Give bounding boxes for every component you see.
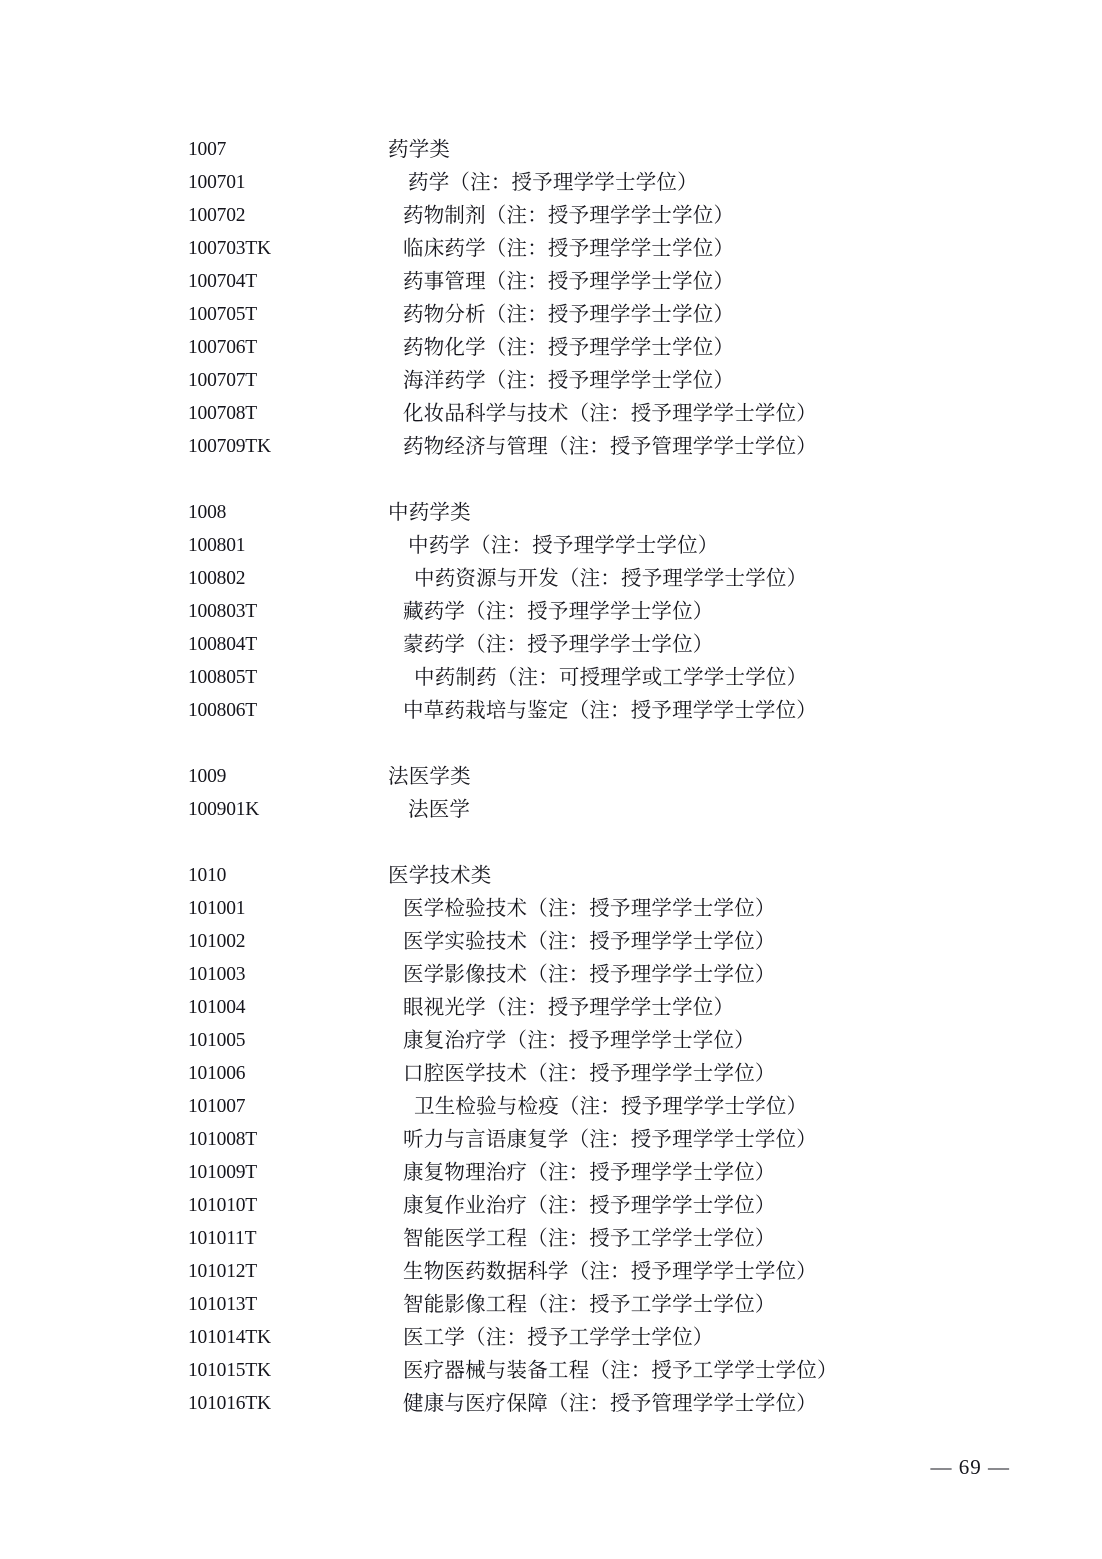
major-entry-row [188,694,988,727]
major-name: 中草药栽培与鉴定（注：授予理学学士学位） [403,699,817,722]
major-entry-row [188,1156,988,1189]
major-code: 100901K [188,799,260,820]
major-entry-row [188,1189,988,1222]
major-code: 100701 [188,172,246,193]
major-entry-row [188,1057,988,1090]
category-code: 1008 [188,502,227,523]
major-catalog-list [188,133,988,1420]
category-code: 1010 [188,865,227,886]
major-entry-row [188,199,988,232]
major-code: 100704T [188,271,258,292]
major-name: 医工学（注：授予工学学士学位） [403,1326,714,1349]
category-header-row [188,859,988,892]
major-name: 临床药学（注：授予理学学士学位） [403,237,735,260]
category-code: 1007 [188,139,227,160]
major-name: 生物医药数据科学（注：授予理学学士学位） [403,1260,817,1283]
major-code: 100805T [188,667,258,688]
major-name: 智能医学工程（注：授予工学学士学位） [403,1227,776,1250]
major-name: 藏药学（注：授予理学学士学位） [403,600,714,623]
major-entry-row [188,892,988,925]
major-entry-row [188,529,988,562]
category-name: 中药学类 [388,501,471,524]
major-entry-row [188,1354,988,1387]
major-entry-row [188,661,988,694]
major-code: 100705T [188,304,258,325]
major-code: 101015TK [188,1360,271,1381]
major-entry-row [188,991,988,1024]
major-code: 101001 [188,898,246,919]
major-code: 100703TK [188,238,271,259]
major-name: 康复物理治疗（注：授予理学学士学位） [403,1161,776,1184]
page-number: — 69 — [930,1455,1010,1479]
major-category-section [188,859,988,1420]
major-code: 101004 [188,997,246,1018]
major-name: 医疗器械与装备工程（注：授予工学学士学位） [403,1359,838,1382]
category-code: 1009 [188,766,227,787]
category-name: 药学类 [388,138,451,161]
category-header-row [188,496,988,529]
major-code: 100802 [188,568,246,589]
major-code: 100708T [188,403,258,424]
major-code: 101016TK [188,1393,271,1414]
major-name: 医学检验技术（注：授予理学学士学位） [403,897,776,920]
major-category-section [188,760,988,826]
major-name: 药物化学（注：授予理学学士学位） [403,336,735,359]
category-header-row [188,760,988,793]
major-name: 蒙药学（注：授予理学学士学位） [403,633,714,656]
major-name: 药物分析（注：授予理学学士学位） [403,303,735,326]
major-entry-row [188,364,988,397]
major-name: 医学实验技术（注：授予理学学士学位） [403,930,776,953]
major-entry-row [188,793,988,826]
major-entry-row [188,166,988,199]
major-name: 智能影像工程（注：授予工学学士学位） [403,1293,776,1316]
major-code: 101013T [188,1294,258,1315]
major-entry-row [188,925,988,958]
major-code: 100707T [188,370,258,391]
major-code: 101006 [188,1063,246,1084]
major-entry-row [188,331,988,364]
major-code: 101010T [188,1195,258,1216]
major-name: 医学影像技术（注：授予理学学士学位） [403,963,776,986]
major-name: 健康与医疗保障（注：授予管理学学士学位） [403,1392,817,1415]
major-code: 101003 [188,964,246,985]
major-entry-row [188,958,988,991]
major-entry-row [188,1090,988,1123]
major-code: 101014TK [188,1327,271,1348]
major-name: 药学（注：授予理学学士学位） [408,171,698,194]
major-name: 康复治疗学（注：授予理学学士学位） [403,1029,755,1052]
major-code: 100709TK [188,436,271,457]
major-entry-row [188,397,988,430]
major-entry-row [188,1288,988,1321]
major-name: 法医学 [408,798,471,821]
major-entry-row [188,265,988,298]
major-category-section [188,133,988,463]
major-name: 中药学（注：授予理学学士学位） [408,534,719,557]
major-code: 100801 [188,535,246,556]
major-entry-row [188,298,988,331]
major-code: 101011T [188,1228,257,1249]
major-name: 康复作业治疗（注：授予理学学士学位） [403,1194,776,1217]
major-code: 101012T [188,1261,258,1282]
major-entry-row [188,1123,988,1156]
major-code: 101007 [188,1096,246,1117]
major-name: 中药制药（注：可授理学或工学学士学位） [414,666,808,689]
major-name: 药物经济与管理（注：授予管理学学士学位） [403,435,817,458]
major-code: 100804T [188,634,258,655]
major-entry-row [188,1222,988,1255]
major-name: 化妆品科学与技术（注：授予理学学士学位） [403,402,817,425]
major-code: 101008T [188,1129,258,1150]
major-name: 中药资源与开发（注：授予理学学士学位） [414,567,808,590]
major-name: 药事管理（注：授予理学学士学位） [403,270,735,293]
major-name: 眼视光学（注：授予理学学士学位） [403,996,735,1019]
major-entry-row [188,430,988,463]
major-name: 药物制剂（注：授予理学学士学位） [403,204,735,227]
major-entry-row [188,1321,988,1354]
major-entry-row [188,1024,988,1057]
major-code: 101009T [188,1162,258,1183]
major-name: 口腔医学技术（注：授予理学学士学位） [403,1062,776,1085]
major-entry-row [188,232,988,265]
category-name: 医学技术类 [388,864,492,887]
major-code: 100803T [188,601,258,622]
major-entry-row [188,628,988,661]
category-name: 法医学类 [388,765,471,788]
major-name: 海洋药学（注：授予理学学士学位） [403,369,735,392]
major-entry-row [188,595,988,628]
major-entry-row [188,1387,988,1420]
major-code: 100806T [188,700,258,721]
major-category-section [188,496,988,727]
major-code: 101005 [188,1030,246,1051]
major-entry-row [188,1255,988,1288]
major-entry-row [188,562,988,595]
major-code: 101002 [188,931,246,952]
category-header-row [188,133,988,166]
major-code: 100702 [188,205,246,226]
major-name: 听力与言语康复学（注：授予理学学士学位） [403,1128,817,1151]
major-code: 100706T [188,337,258,358]
major-name: 卫生检验与检疫（注：授予理学学士学位） [414,1095,808,1118]
